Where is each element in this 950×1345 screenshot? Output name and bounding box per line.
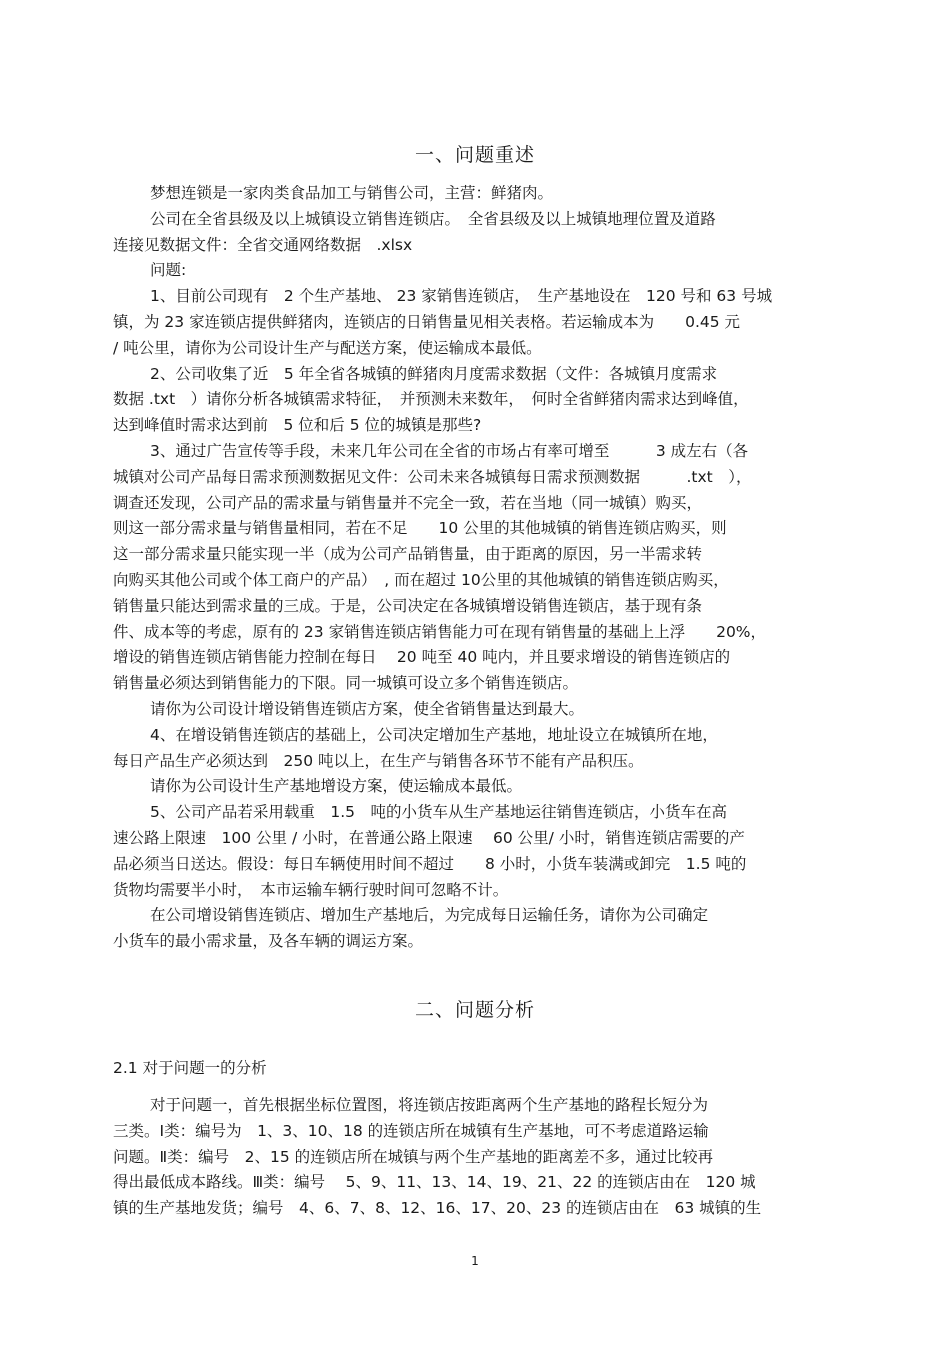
section1-body: [113, 181, 838, 955]
paragraph-line: 增设的销售连锁店销售能力控制在每日 20 吨至 40 吨内，并且要求增设的销售连锁店的: [113, 648, 731, 667]
paragraph-line: 在公司增设销售连锁店、增加生产基地后，为完成每日运输任务，请你为公司确定: [150, 906, 709, 925]
paragraph-line: 梦想连锁是一家肉类食品加工与销售公司，主营：鲜猪肉。: [150, 184, 554, 202]
paragraph-line: 城镇对公司产品每日需求预测数据见文件：公司未来各城镇每日需求预测数据 .txt ），: [113, 467, 752, 486]
paragraph-line: 品必须当日送达。假设：每日车辆使用时间不超过 8 小时，小货车装满或卸完 1.5 吨的: [113, 854, 747, 873]
subheading-problem1-analysis: 2.1 对于问题一的分析: [113, 1059, 267, 1077]
paragraph-line: 三类。Ⅰ类：编号为 1、3、10、18 的连锁店所在城镇有生产基地，可不考虑道路运输: [113, 1121, 709, 1140]
paragraph-line: 请你为公司设计增设销售连锁店方案，使全省销售量达到最大。: [150, 699, 585, 718]
section-title-problem-analysis: 二、问题分析: [414, 999, 535, 1021]
paragraph-line: 每日产品生产必须达到 250 吨以上，在生产与销售各环节不能有产品积压。: [113, 751, 644, 770]
paragraph-line: 镇，为 23 家连锁店提供鲜猪肉，连锁店的日销售量见相关表格。若运输成本为 0.45 元: [113, 312, 741, 331]
paragraph-line: 件、成本等的考虑，原有的 23 家销售连锁店销售能力可在现有销售量的基础上上浮 20%，: [113, 622, 767, 641]
paragraph-line: 3、通过广告宣传等手段，未来几年公司在全省的市场占有率可增至 3 成左右（各: [150, 441, 749, 460]
paragraph-line: 2、公司收集了近 5 年全省各城镇的鲜猪肉月度需求数据（文件：各城镇月度需求: [150, 364, 718, 383]
paragraph-line: 调查还发现，公司产品的需求量与销售量并不完全一致，若在当地（同一城镇）购买，: [113, 493, 703, 512]
paragraph-line: 销售量只能达到需求量的三成。于是，公司决定在各城镇增设销售连锁店，基于现有条: [113, 596, 703, 615]
paragraph-line: 货物均需要半小时， 本市运输车辆行驶时间可忽略不计。: [113, 880, 509, 899]
paragraph-line: 镇的生产基地发货；编号 4、6、7、8、12、16、17、20、23 的连锁店由在 63 城镇的生: [113, 1199, 762, 1218]
paragraph-line: 5、公司产品若采用载重 1.5 吨的小货车从生产基地运往销售连锁店，小货车在高: [150, 803, 728, 822]
paragraph-line: 问题:: [150, 261, 187, 280]
paragraph-line: 得出最低成本路线。Ⅲ类：编号 5、9、11、13、14、19、21、22 的连锁店由在 120 城: [113, 1173, 756, 1192]
paragraph-line: 小货车的最小需求量，及各车辆的调运方案。: [113, 932, 424, 951]
paragraph-line: 对于问题一，首先根据坐标位置图，将连锁店按距离两个生产基地的路程长短分为: [150, 1096, 709, 1114]
paragraph-line: 这一部分需求量只能实现一半（成为公司产品销售量，由于距离的原因，另一半需求转: [113, 545, 703, 564]
paragraph-line: 则这一部分需求量与销售量相同，若在不足 10 公里的其他城镇的销售连锁店购买，则: [113, 519, 727, 538]
paragraph-line: 1、目前公司现有 2 个生产基地、 23 家销售连锁店， 生产基地设在 120 号和 63 号城: [150, 287, 773, 306]
paragraph-line: 销售量必须达到销售能力的下限。同一城镇可设立多个销售连锁店。: [113, 674, 579, 693]
paragraph-line: 速公路上限速 100 公里 / 小时，在普通公路上限速 60 公里/ 小时，销售连锁店需要的产: [113, 828, 745, 847]
paragraph-line: 向购买其他公司或个体工商户的产品） , 而在超过 10公里的其他城镇的销售连锁店购买，: [113, 570, 729, 589]
section-title-problem-restatement: 一、问题重述: [414, 144, 535, 166]
page-number: 1: [471, 1254, 479, 1268]
paragraph-line: 公司在全省县级及以上城镇设立销售连锁店。 全省县级及以上城镇地理位置及道路: [150, 209, 716, 228]
paragraph-line: 问题。Ⅱ类：编号 2、15 的连锁店所在城镇与两个生产基地的距离差不多，通过比较再: [113, 1147, 714, 1166]
paragraph-line: 数据 .txt ）请你分析各城镇需求特征， 并预测未来数年， 何时全省鲜猪肉需求达到峰值，: [113, 390, 749, 409]
paragraph-line: 连接见数据文件：全省交通网络数据 .xlsx: [113, 235, 413, 254]
paragraph-line: 4、在增设销售连锁店的基础上，公司决定增加生产基地，地址设立在城镇所在地，: [150, 725, 718, 744]
paragraph-line: / 吨公里，请你为公司设计生产与配送方案，使运输成本最低。: [113, 338, 542, 357]
paragraph-line: 请你为公司设计生产基地增设方案，使运输成本最低。: [150, 777, 523, 796]
paragraph-line: 达到峰值时需求达到前 5 位和后 5 位的城镇是那些?: [113, 416, 482, 435]
section2-body: [113, 1093, 838, 1222]
